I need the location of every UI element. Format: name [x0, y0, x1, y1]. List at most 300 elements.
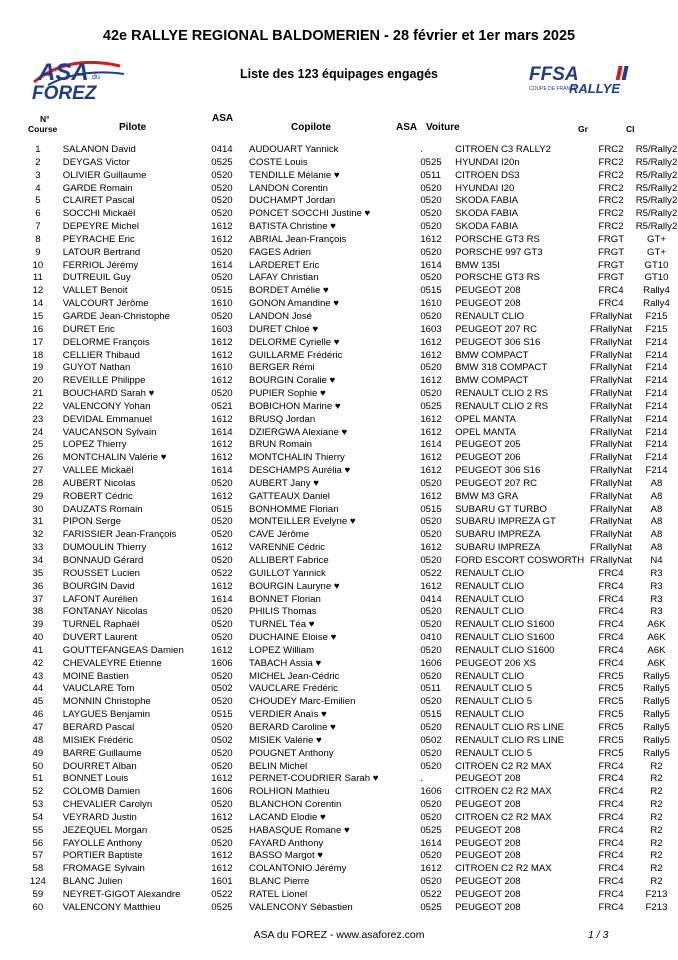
- class: N4: [650, 555, 663, 566]
- pilot-asa: 0515: [211, 709, 233, 721]
- class: F214: [645, 465, 668, 477]
- group: FRC5: [598, 709, 624, 721]
- copilot-asa: 0520: [420, 208, 442, 220]
- copilot-asa: 0520: [420, 195, 442, 207]
- entry-number: 46: [32, 709, 44, 721]
- pilot-name: AUBERT Nicolas: [62, 477, 136, 489]
- car-model: RENAULT CLIO: [455, 670, 525, 682]
- car-model: PEUGEOT 208: [455, 837, 521, 849]
- class: A6K: [647, 619, 666, 631]
- copilot-name: BRUSQ Jordan: [249, 413, 316, 425]
- group: FRC5: [598, 696, 624, 708]
- car-model: PORSCHE GT3 RS: [455, 233, 540, 245]
- entry-number: 17: [32, 336, 44, 348]
- copilot-asa: 0511: [420, 683, 441, 695]
- class: R2: [650, 876, 663, 888]
- copilot-asa: 0520: [420, 876, 442, 888]
- copilot-name: VERDIER Anaïs ♥: [249, 709, 327, 721]
- class: GT+: [647, 246, 666, 258]
- pilot-asa: 0520: [211, 246, 233, 258]
- group: FRallyNat: [589, 465, 633, 477]
- table-row: [24, 157, 678, 170]
- copilot-name: COSTE Louis: [249, 156, 308, 168]
- car-model: RENAULT CLIO 5: [455, 683, 533, 695]
- group: FRC4: [598, 901, 624, 913]
- copilot-asa: 0520: [420, 555, 442, 566]
- pilot-name: GUYOT Nathan: [62, 362, 131, 374]
- pilot-name: FAYOLLE Anthony: [62, 837, 143, 849]
- class: R3: [650, 606, 663, 618]
- class: R5/Rally2: [635, 221, 678, 233]
- copilot-name: MICHEL Jean-Cédric: [249, 670, 340, 682]
- table-row: [24, 722, 678, 735]
- copilot-asa: 0502: [420, 734, 442, 746]
- footer-text: ASA du FOREZ - www.asaforez.com: [253, 929, 425, 941]
- copilot-name: BLANC Pierre: [249, 876, 310, 888]
- class: A8: [650, 529, 663, 541]
- header-cl: Cl: [626, 124, 635, 134]
- copilot-name: COLANTONIO Jérémy: [249, 863, 347, 875]
- table-row: [24, 658, 678, 671]
- copilot-asa: 0520: [420, 760, 442, 772]
- table-row: [24, 838, 678, 851]
- header-copilote: Copilote: [291, 122, 331, 133]
- entry-number: 42: [32, 657, 44, 669]
- entry-number: 22: [32, 400, 44, 412]
- pilot-name: VALCOURT Jérôme: [62, 298, 149, 310]
- pilot-asa: 0520: [211, 388, 233, 400]
- table-row: [24, 311, 678, 324]
- car-model: SKODA FABIA: [455, 195, 519, 207]
- copilot-name: AUBERT Jany ♥: [249, 477, 319, 489]
- pilot-name: NEYRET-GIGOT Alexandre: [62, 888, 181, 900]
- class: F214: [645, 375, 668, 387]
- class: R2: [650, 850, 663, 862]
- table-row: [24, 516, 678, 529]
- table-row: [24, 696, 678, 709]
- copilot-name: ROLHION Mathieu: [249, 786, 330, 798]
- car-model: PEUGEOT 208: [455, 824, 521, 836]
- table-row: [24, 465, 678, 478]
- copilot-asa: 0520: [420, 529, 442, 541]
- pilot-asa: 0520: [211, 182, 233, 194]
- class: Rally5: [643, 721, 670, 733]
- car-model: RENAULT CLIO: [455, 580, 525, 592]
- pilot-asa: 1601: [211, 876, 233, 888]
- pilot-name: FROMAGE Sylvain: [62, 863, 145, 875]
- pilot-asa: 0520: [211, 799, 233, 811]
- pilot-name: LOPEZ Thierry: [62, 439, 127, 451]
- pilot-name: PEYRACHE Eric: [62, 233, 135, 245]
- copilot-name: MONTCHALIN Thierry: [249, 452, 345, 464]
- table-row: [24, 542, 678, 555]
- entry-number: 21: [32, 388, 44, 400]
- ffsa-logo-sub: RALLYE: [569, 81, 621, 96]
- pilot-name: VEYRARD Justin: [62, 811, 137, 823]
- table-row: [24, 183, 678, 196]
- group: FRC4: [598, 888, 624, 900]
- pilot-name: DEVIDAL Emmanuel: [62, 413, 153, 425]
- table-row: [24, 452, 678, 465]
- copilot-name: PUPIER Sophie ♥: [249, 388, 326, 400]
- entry-number: 2: [35, 156, 41, 168]
- car-model: RENAULT CLIO 2 RS: [455, 388, 549, 400]
- group: FRC4: [598, 657, 624, 669]
- table-row: [24, 645, 678, 658]
- pilot-name: LAFONT Aurélien: [62, 593, 138, 605]
- group: FRC4: [598, 850, 624, 862]
- pilot-asa: 1612: [211, 375, 233, 387]
- entry-number: 11: [32, 272, 43, 284]
- car-model: SUBARU IMPREZA GT: [455, 516, 556, 528]
- copilot-name: PONCET SOCCHI Justine ♥: [249, 208, 371, 220]
- car-model: PEUGEOT 205: [455, 439, 521, 451]
- pilot-name: CLAIRET Pascal: [62, 195, 135, 207]
- group: FRallyNat: [589, 503, 633, 515]
- class: Rally4: [643, 298, 670, 310]
- pilot-asa: 1612: [211, 490, 233, 502]
- group: FRC5: [598, 734, 624, 746]
- group: FRC4: [598, 773, 624, 785]
- copilot-name: BOURGIN Lauryne ♥: [249, 580, 340, 592]
- pilot-name: MISIEK Frédéric: [62, 734, 134, 746]
- entry-number: 35: [32, 567, 44, 579]
- copilot-name: BATISTA Christine ♥: [249, 221, 336, 233]
- pilot-name: DOURRET Alban: [62, 760, 137, 772]
- pilot-name: PORTIER Baptiste: [62, 850, 143, 862]
- pilot-name: DUMOULIN Thierry: [62, 542, 147, 554]
- pilot-asa: 1612: [211, 542, 233, 554]
- copilot-asa: 0520: [420, 811, 442, 823]
- group: FRC2: [598, 156, 624, 168]
- table-row: [24, 709, 678, 722]
- table-row: [24, 362, 678, 375]
- class: R2: [650, 786, 663, 798]
- table-row: [24, 401, 678, 414]
- car-model: BMW M3 GRA: [455, 490, 519, 502]
- table-row: [24, 825, 678, 838]
- pilot-asa: 0520: [211, 696, 233, 708]
- pilot-asa: 1614: [211, 259, 233, 271]
- entry-number: 34: [32, 555, 44, 566]
- entry-number: 48: [32, 734, 44, 746]
- copilot-name: BONHOMME Florian: [249, 503, 339, 515]
- car-model: RENAULT CLIO S1600: [455, 619, 555, 631]
- entry-number: 3: [35, 169, 41, 181]
- group: FRallyNat: [589, 426, 633, 438]
- table-row: [24, 606, 678, 619]
- car-model: OPEL MANTA: [455, 413, 516, 425]
- table-row: [24, 208, 678, 221]
- copilot-asa: 1612: [420, 233, 442, 245]
- copilot-name: MISIEK Valérie ♥: [249, 734, 322, 746]
- pilot-asa: 1612: [211, 452, 233, 464]
- copilot-asa: 1606: [420, 657, 442, 669]
- pilot-asa: 0520: [211, 747, 233, 759]
- copilot-asa: 0520: [420, 516, 442, 528]
- copilot-name: RATEL Lionel: [249, 888, 308, 900]
- copilot-asa: 1612: [420, 349, 442, 361]
- pilot-name: LAYGUES Benjamin: [62, 709, 151, 721]
- pilot-asa: 1614: [211, 426, 233, 438]
- entry-number: 37: [32, 593, 44, 605]
- car-model: CITROEN C2 R2 MAX: [455, 863, 552, 875]
- group: FRC4: [598, 580, 624, 592]
- copilot-asa: 0522: [420, 888, 442, 900]
- class: R2: [650, 811, 663, 823]
- ffsa-logo-small: COUPE DE FRANCE: [529, 86, 578, 92]
- pilot-asa: 1612: [211, 773, 233, 785]
- copilot-asa: 0520: [420, 477, 442, 489]
- copilot-asa: 1612: [420, 863, 442, 875]
- group: FRallyNat: [589, 400, 633, 412]
- copilot-asa: 0520: [420, 747, 442, 759]
- group: FRallyNat: [589, 323, 633, 335]
- class: F213: [645, 901, 668, 913]
- pilot-name: BONNET Louis: [62, 773, 129, 785]
- header-pilote: Pilote: [119, 122, 147, 133]
- group: FRC4: [598, 632, 624, 644]
- car-model: RENAULT CLIO: [455, 593, 525, 605]
- copilot-name: CAVE Jérôme: [249, 529, 310, 541]
- entry-number: 44: [32, 683, 44, 695]
- class: R3: [650, 593, 663, 605]
- class: Rally5: [643, 747, 670, 759]
- car-model: CITROEN C2 R2 MAX: [455, 786, 552, 798]
- pilot-asa: 0520: [211, 632, 233, 644]
- entry-number: 36: [32, 580, 44, 592]
- class: F214: [645, 452, 668, 464]
- group: FRallyNat: [589, 375, 633, 387]
- class: GT+: [647, 233, 666, 245]
- pilot-asa: 1606: [211, 657, 233, 669]
- car-model: RENAULT CLIO S1600: [455, 632, 555, 644]
- group: FRallyNat: [589, 336, 633, 348]
- copilot-asa: 0520: [420, 644, 442, 656]
- copilot-name: PHILIS Thomas: [249, 606, 317, 618]
- copilot-name: VAUCLARE Frédéric: [249, 683, 338, 695]
- copilot-name: TURNEL Téa ♥: [249, 619, 315, 631]
- copilot-name: BASSO Margot ♥: [249, 850, 323, 862]
- group: FRC4: [598, 593, 624, 605]
- table-row: [24, 170, 678, 183]
- table-row: [24, 619, 678, 632]
- group: FRallyNat: [589, 516, 633, 528]
- copilot-name: AUDOUART Yannick: [249, 144, 339, 155]
- car-model: RENAULT CLIO: [455, 606, 525, 618]
- table-row: [24, 863, 678, 876]
- class: R2: [650, 837, 663, 849]
- entry-number: 27: [32, 465, 44, 477]
- class: A6K: [647, 657, 666, 669]
- pilot-asa: 1612: [211, 349, 233, 361]
- car-model: PEUGEOT 306 S16: [455, 336, 541, 348]
- pilot-name: BONNAUD Gérard: [62, 555, 144, 566]
- entry-number: 45: [32, 696, 44, 708]
- class: Rally5: [643, 683, 670, 695]
- car-model: PORSCHE GT3 RS: [455, 272, 540, 284]
- group: FRallyNat: [589, 310, 633, 322]
- entry-number: 8: [35, 233, 41, 245]
- car-model: PEUGEOT 207 RC: [455, 323, 538, 335]
- table-row: [24, 748, 678, 761]
- entry-number: 9: [35, 246, 41, 258]
- copilot-asa: 1612: [420, 413, 442, 425]
- copilot-asa: 0520: [420, 619, 442, 631]
- car-model: RENAULT CLIO S1600: [455, 644, 555, 656]
- entry-number: 26: [32, 452, 44, 464]
- class: A8: [650, 490, 663, 502]
- entry-number: 25: [32, 439, 44, 451]
- copilot-asa: 1614: [420, 439, 442, 451]
- copilot-asa: 0520: [420, 246, 442, 258]
- entry-number: 30: [32, 503, 44, 515]
- pilot-asa: 0520: [211, 529, 233, 541]
- copilot-asa: 1614: [420, 259, 442, 271]
- table-row: [24, 337, 678, 350]
- group: FRC4: [598, 863, 624, 875]
- group: FRallyNat: [589, 477, 633, 489]
- car-model: SUBARU IMPREZA: [455, 542, 541, 554]
- table-row: [24, 285, 678, 298]
- table-row: [24, 761, 678, 774]
- pilot-name: COLOMB Damien: [62, 786, 141, 798]
- copilot-name: ALLIBERT Fabrice: [249, 555, 329, 566]
- header-asa-copilote: ASA: [396, 122, 418, 133]
- copilot-name: BOURGIN Coralie ♥: [249, 375, 336, 387]
- pilot-name: GARDE Romain: [62, 182, 133, 194]
- pilot-name: CHEVALIER Carolyn: [62, 799, 153, 811]
- class: A6K: [647, 632, 666, 644]
- group: FRallyNat: [589, 413, 633, 425]
- table-row: [24, 298, 678, 311]
- copilot-name: DELORME Cyrielle ♥: [249, 336, 340, 348]
- header-gr: Gr: [578, 124, 588, 134]
- group: FRC4: [598, 799, 624, 811]
- pilot-asa: 0515: [211, 503, 233, 515]
- copilot-asa: 0520: [420, 696, 442, 708]
- car-model: HYUNDAI I20n: [455, 156, 520, 168]
- pilot-name: REVEILLE Philippe: [62, 375, 146, 387]
- table-row: [24, 491, 678, 504]
- pilot-name: DEPEYRE Michel: [62, 221, 140, 233]
- table-row: [24, 850, 678, 863]
- pilot-asa: 0520: [211, 670, 233, 682]
- pilot-name: MONNIN Christophe: [62, 696, 151, 708]
- copilot-asa: 0522: [420, 567, 442, 579]
- pilot-name: DELORME François: [62, 336, 150, 348]
- car-model: SKODA FABIA: [455, 208, 519, 220]
- car-model: BMW COMPACT: [455, 349, 529, 361]
- pilot-name: DUVERT Laurent: [62, 632, 138, 644]
- pilot-asa: 0520: [211, 272, 233, 284]
- pilot-name: FONTANAY Nicolas: [62, 606, 148, 618]
- copilot-name: MONTEILLER Evelyne ♥: [249, 516, 356, 528]
- pilot-name: VALENCONY Matthieu: [62, 901, 161, 913]
- pilot-asa: 0515: [211, 285, 233, 297]
- entry-number: 5: [35, 195, 41, 207]
- pilot-asa: 0525: [211, 156, 233, 168]
- class: A8: [650, 516, 663, 528]
- table-row: [24, 350, 678, 363]
- copilot-asa: 0520: [420, 670, 442, 682]
- group: FRGT: [597, 259, 625, 271]
- asa-logo-sub: FOREZ: [32, 83, 97, 102]
- class: A6K: [647, 644, 666, 656]
- table-row: [24, 568, 678, 581]
- copilot-asa: 1606: [420, 786, 442, 798]
- pilot-asa: 1612: [211, 233, 233, 245]
- class: GT10: [644, 259, 669, 271]
- car-model: SKODA FABIA: [455, 221, 519, 233]
- group: FRC2: [598, 169, 624, 181]
- group: FRC4: [598, 811, 624, 823]
- pilot-name: GARDE Jean-Christophe: [62, 310, 170, 322]
- class: R2: [650, 773, 663, 785]
- header-course: Course: [28, 124, 58, 134]
- entry-number: 41: [32, 644, 44, 656]
- class: F215: [645, 323, 668, 335]
- pilot-asa: 0520: [211, 555, 233, 566]
- pilot-asa: 0520: [211, 169, 233, 181]
- entry-number: 60: [32, 901, 44, 913]
- pilot-asa: 1612: [211, 580, 233, 592]
- entry-number: 19: [32, 362, 44, 374]
- table-row: [24, 439, 678, 452]
- class: R5/Rally2: [635, 169, 678, 181]
- group: FRallyNat: [589, 529, 633, 541]
- copilot-name: POUGNET Anthony: [249, 747, 334, 759]
- group: FRC2: [598, 195, 624, 207]
- copilot-asa: 1612: [420, 542, 442, 554]
- car-model: PEUGEOT 208: [455, 773, 521, 785]
- copilot-name: CHOUDEY Marc-Emilien: [249, 696, 356, 708]
- entry-number: 1: [35, 144, 41, 155]
- entry-number: 55: [32, 824, 44, 836]
- entry-number: 31: [32, 516, 44, 528]
- group: FRallyNat: [589, 349, 633, 361]
- entry-number: 29: [32, 490, 44, 502]
- copilot-name: LACAND Elodie ♥: [249, 811, 326, 823]
- class: Rally5: [643, 670, 670, 682]
- pilot-asa: 0520: [211, 208, 233, 220]
- car-model: PEUGEOT 306 S16: [455, 465, 541, 477]
- entry-number: 58: [32, 863, 44, 875]
- pilot-name: MOINE Bastien: [62, 670, 129, 682]
- pilot-name: VAUCANSON Sylvain: [62, 426, 157, 438]
- entry-number: 54: [32, 811, 44, 823]
- copilot-asa: 0410: [420, 632, 442, 644]
- table-row: [24, 478, 678, 491]
- pilot-asa: 0522: [211, 888, 233, 900]
- entry-number: 23: [32, 413, 44, 425]
- car-model: RENAULT CLIO: [455, 310, 525, 322]
- pilot-asa: 0520: [211, 477, 233, 489]
- copilot-asa: 0520: [420, 850, 442, 862]
- copilot-name: BORDET Amélie ♥: [249, 285, 329, 297]
- copilot-asa: 0515: [420, 709, 442, 721]
- copilot-name: TENDILLE Mélanie ♥: [249, 169, 340, 181]
- class: Rally4: [643, 285, 670, 297]
- asa-logo-main: ASA: [38, 59, 89, 86]
- pilot-asa: 0521: [211, 400, 233, 412]
- table-row: [24, 388, 678, 401]
- group: FRallyNat: [589, 439, 633, 451]
- pilot-name: GOUTTEFANGEAS Damien: [62, 644, 184, 656]
- car-model: PORSCHE 997 GT3: [455, 246, 543, 258]
- pilot-asa: 0520: [211, 606, 233, 618]
- entry-number: 33: [32, 542, 44, 554]
